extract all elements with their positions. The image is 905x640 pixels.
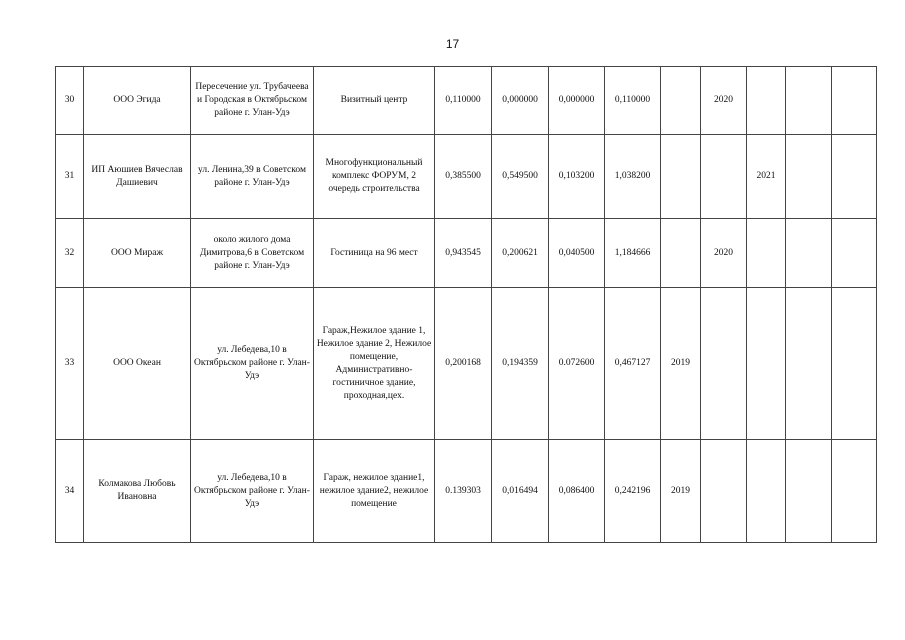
table-row [56,440,877,543]
value-cell-1: 0,110000 [435,67,492,135]
year-cell-2 [701,288,747,440]
year-cell-1 [661,135,701,219]
value-cell-3: 0.072600 [549,288,605,440]
year-cell-3 [747,219,786,288]
year-cell-2: 2020 [701,219,747,288]
year-cell-1: 2019 [661,288,701,440]
value-cell-4: 1,184666 [605,219,661,288]
address-cell: ул. Лебедева,10 в Октябрьском районе г. Улан-Удэ [191,440,314,543]
value-cell-2: 0,000000 [492,67,549,135]
owner-cell: ООО Эгида [84,67,191,135]
value-cell-3: 0,000000 [549,67,605,135]
value-cell-1: 0,385500 [435,135,492,219]
object-cell: Гараж,Нежилое здание 1, Нежилое здание 2, Нежилое помещение, Административно-гостиничное здание, проходная,цех. [314,288,435,440]
table-row [56,219,877,288]
object-cell: Визитный центр [314,67,435,135]
year-cell-3 [747,67,786,135]
owner-cell: ООО Мираж [84,219,191,288]
year-cell-2: 2020 [701,67,747,135]
year-cell-1: 2019 [661,440,701,543]
object-cell: Гараж, нежилое здание1, нежилое здание2, нежилое помещение [314,440,435,543]
value-cell-4: 1,038200 [605,135,661,219]
year-cell-3 [747,440,786,543]
year-cell-5 [832,288,877,440]
year-cell-3: 2021 [747,135,786,219]
row-number: 32 [56,219,84,288]
value-cell-2: 0,200621 [492,219,549,288]
year-cell-1 [661,219,701,288]
year-cell-5 [832,219,877,288]
value-cell-4: 0,110000 [605,67,661,135]
address-cell: около жилого дома Димитрова,6 в Советском районе г. Улан-Удэ [191,219,314,288]
value-cell-2: 0,016494 [492,440,549,543]
row-number: 34 [56,440,84,543]
address-cell: ул. Ленина,39 в Советском районе г. Улан-Удэ [191,135,314,219]
row-number: 30 [56,67,84,135]
year-cell-4 [786,288,832,440]
owner-cell: Колмакова Любовь Ивановна [84,440,191,543]
value-cell-3: 0,040500 [549,219,605,288]
value-cell-4: 0,467127 [605,288,661,440]
year-cell-5 [832,135,877,219]
year-cell-1 [661,67,701,135]
year-cell-5 [832,440,877,543]
value-cell-3: 0,103200 [549,135,605,219]
object-cell: Гостиница на 96 мест [314,219,435,288]
year-cell-4 [786,135,832,219]
row-number: 31 [56,135,84,219]
value-cell-1: 0,943545 [435,219,492,288]
objects-table [55,66,877,543]
year-cell-2 [701,440,747,543]
year-cell-3 [747,288,786,440]
value-cell-1: 0.139303 [435,440,492,543]
value-cell-4: 0,242196 [605,440,661,543]
owner-cell: ООО Океан [84,288,191,440]
year-cell-4 [786,67,832,135]
table-row [56,67,877,135]
year-cell-5 [832,67,877,135]
page-number: 17 [445,37,460,51]
year-cell-4 [786,440,832,543]
row-number: 33 [56,288,84,440]
table-row [56,288,877,440]
value-cell-2: 0,194359 [492,288,549,440]
address-cell: ул. Лебедева,10 в Октябрьском районе г. Улан-Удэ [191,288,314,440]
owner-cell: ИП Аюшиев Вячеслав Дашиевич [84,135,191,219]
value-cell-1: 0,200168 [435,288,492,440]
value-cell-3: 0,086400 [549,440,605,543]
value-cell-2: 0,549500 [492,135,549,219]
address-cell: Пересечение ул. Трубачеева и Городская в Октябрьском районе г. Улан-Удэ [191,67,314,135]
year-cell-2 [701,135,747,219]
year-cell-4 [786,219,832,288]
table-row [56,135,877,219]
object-cell: Многофункциональный комплекс ФОРУМ, 2 очередь строительства [314,135,435,219]
